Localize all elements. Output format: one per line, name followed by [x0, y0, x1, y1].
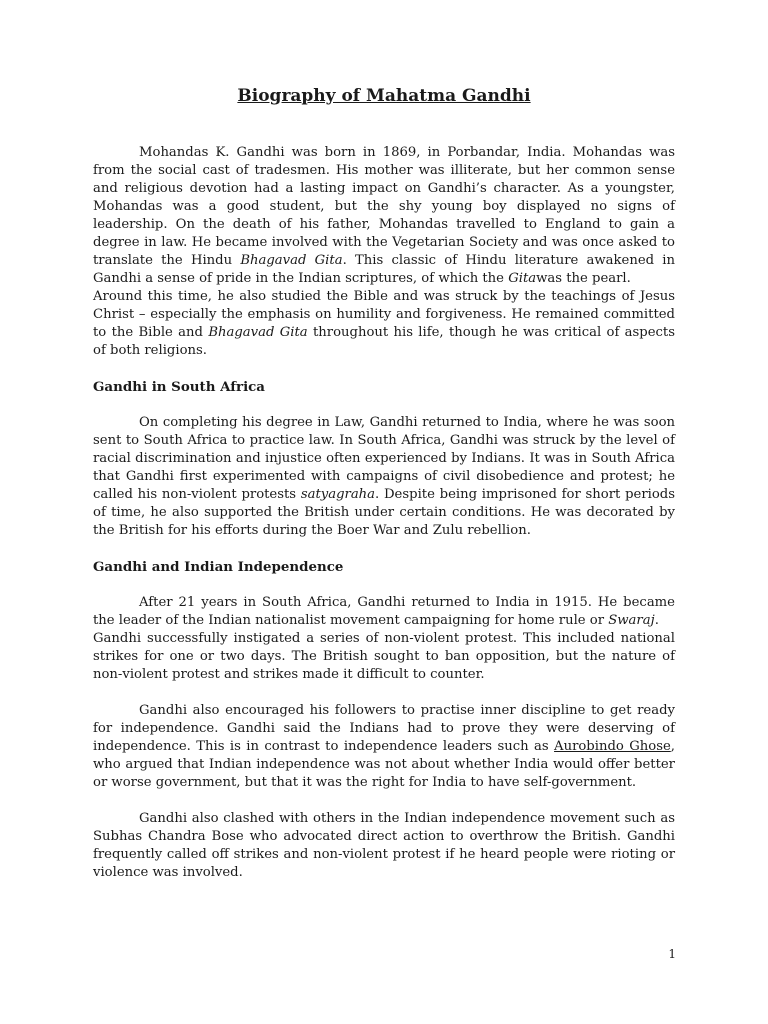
spacer [93, 684, 675, 702]
text-run: Mohandas K. Gandhi was born in 1869, in Porbandar, India. Mohandas was from the social cast of tradesmen. His mother was illiterate, but her common sense and religious devotion had a lasting impact on Gandhi’s character. As a youngster, Mohandas was a good student, but the shy young boy displayed no signs of leadership. On the death of his father, Mohandas travelled to England to gain a degree in law. He became involved with the Vegetarian Society and was once asked to translate the Hindu [93, 145, 675, 268]
text-run: . Despite being imprisoned for short periods of time, he also supported the British under certain conditions. He was decorated by the British for his efforts during the Boer War and Zulu rebellion. [93, 487, 675, 538]
emphasis-text: Gita [508, 271, 537, 286]
independence-paragraph-1 [93, 594, 675, 630]
document-title: Biography of Mahatma Gandhi [237, 86, 531, 106]
text-run: . [654, 613, 659, 628]
emphasis-text: Swaraj [608, 613, 655, 628]
independence-paragraph-2 [93, 702, 675, 792]
independence-paragraph-1-continued: Gandhi successfully instigated a series of non-violent protest. This included national strikes for one or two days. The British sought to ban opposition, but the nature of non-violent protest and strikes made it difficult to counter. [93, 631, 675, 682]
document-body [93, 144, 675, 882]
intro-paragraph-2 [93, 288, 675, 360]
spacer [93, 792, 675, 810]
spacer [93, 576, 675, 594]
text-run: was the pearl. [536, 271, 631, 286]
text-run: Around this time, he also studied the Bible and was struck by the teachings of Jesus Christ – especially the emphasis on humility and forgiveness. He remained committed to the Bible and [93, 289, 675, 340]
text-run: On completing his degree in Law, Gandhi returned to India, where he was soon sent to South Africa to practice law. In South Africa, Gandhi was struck by the level of racial discrimination and injustice often experienced by Indians. It was in South Africa that Gandhi first experimented with campaigns of civil disobedience and protest; he called his non-violent protests [93, 415, 675, 502]
spacer [93, 360, 675, 378]
south-africa-paragraph [93, 414, 675, 540]
text-run: throughout his life, though he was critical of aspects of both religions. [93, 325, 675, 358]
aurobindo-ghose-link[interactable]: Aurobindo Ghose [554, 739, 671, 754]
page-number: 1 [668, 947, 676, 961]
emphasis-text: Bhagavad Gita [240, 253, 343, 268]
text-run: After 21 years in South Africa, Gandhi returned to India in 1915. He became the leader of the Indian nationalist movement campaigning for home rule or [93, 595, 675, 628]
text-run: , who argued that Indian independence was not about whether India would offer better or worse government, but that it was the right for India to have self-government. [93, 739, 675, 790]
independence-paragraph-3: Gandhi also clashed with others in the Indian independence movement such as Subhas Chandra Bose who advocated direct action to overthrow the British. Gandhi frequently called off strikes and non-violent protest if he heard people were rioting or violence was involved. [93, 811, 675, 880]
text-run: . This classic of Hindu literature awakened in Gandhi a sense of pride in the Indian scriptures, of which the [93, 253, 675, 286]
intro-paragraph-1 [93, 144, 675, 288]
spacer [93, 396, 675, 414]
spacer [93, 540, 675, 558]
section-heading-south-africa: Gandhi in South Africa [93, 379, 265, 395]
emphasis-text: satyagraha [300, 487, 376, 502]
text-run: Gandhi also encouraged his followers to practise inner discipline to get ready for independence. Gandhi said the Indians had to prove they were deserving of independence. This is in contrast to independence leaders such as [93, 703, 675, 754]
section-heading-independence: Gandhi and Indian Independence [93, 559, 344, 575]
emphasis-text: Bhagavad Gita [208, 325, 308, 340]
